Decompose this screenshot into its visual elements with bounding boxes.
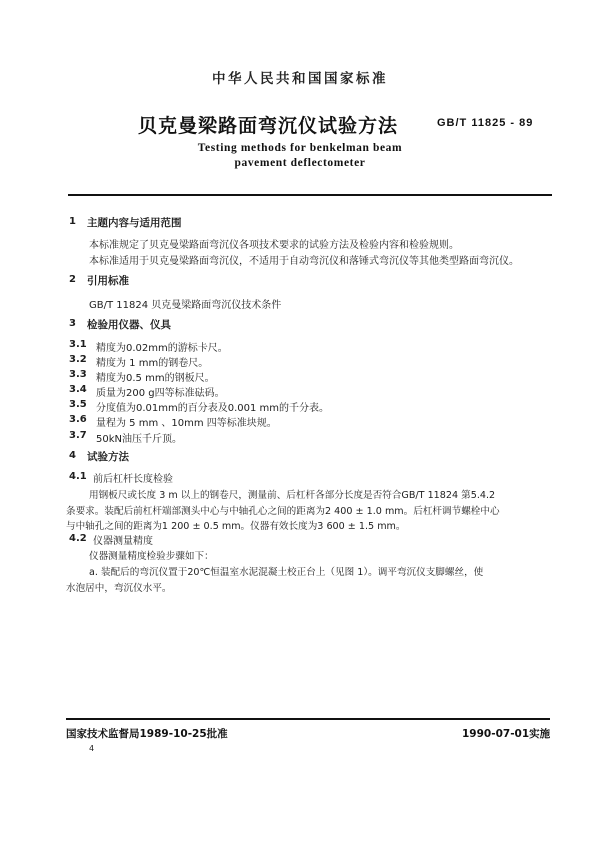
section-4-1-number: 4.1: [69, 471, 87, 482]
section-1-paragraph-2: 本标准适用于贝克曼梁路面弯沉仪，不适用于自动弯沉仪和落锤式弯沉仪等其他类型路面弯沉仪。: [89, 256, 519, 267]
section-2-reference: GB/T 11824 贝克曼梁路面弯沉仪技术条件: [89, 300, 282, 311]
item-3-5-text: 分度值为0.01mm的百分表及0.001 mm的千分表。: [96, 403, 330, 414]
footer-divider: [66, 718, 550, 720]
item-3-1-text: 精度为0.02mm的游标卡尺。: [96, 343, 228, 354]
section-4-2-line-2: a. 装配后的弯沉仪置于20℃恒温室水泥混凝土校正台上（见图 1）。调平弯沉仪支脚螺丝，使: [89, 567, 484, 578]
section-2-number: 2: [69, 274, 76, 285]
document-title-en-line1: Testing methods for benkelman beam: [197, 142, 403, 154]
section-4-1-line-1: 用钢板尺或长度 3 m 以上的钢卷尺，测量前、后杠杆各部分长度是否符合GB/T 11824 第5.4.2: [89, 490, 496, 501]
document-title-cn: 贝克曼梁路面弯沉仪试验方法: [138, 115, 399, 137]
item-3-7-number: 3.7: [69, 430, 87, 441]
item-3-4-text: 质量为200 g四等标准砝码。: [96, 388, 225, 399]
section-4-1-heading: 前后杠杆长度检验: [93, 474, 173, 485]
section-4-1-line-2: 条要求。装配后前杠杆端部测头中心与中轴孔心之间的距离为2 400 ± 1.0 mm。后杠杆调节螺栓中心: [66, 506, 500, 517]
approval-date: 国家技术监督局1989-10-25批准: [66, 728, 228, 740]
effective-date: 1990-07-01实施: [462, 728, 551, 740]
header-divider: [68, 194, 552, 196]
item-3-7-text: 50kN油压千斤顶。: [96, 434, 182, 445]
document-title-en-line2: pavement deflectometer: [234, 157, 366, 169]
section-4-2-heading: 仪器测量精度: [93, 536, 153, 547]
page-number: 4: [89, 744, 95, 753]
item-3-1-number: 3.1: [69, 339, 87, 350]
item-3-6-text: 量程为 5 mm 、10mm 四等标准块规。: [96, 418, 277, 429]
item-3-3-text: 精度为0.5 mm的钢板尺。: [96, 373, 215, 384]
item-3-5-number: 3.5: [69, 399, 87, 410]
section-4-2-line-3: 水泡居中，弯沉仪水平。: [66, 583, 172, 594]
section-2-heading: 引用标准: [87, 275, 129, 287]
section-3-number: 3: [69, 318, 76, 329]
section-1-heading: 主题内容与适用范围: [87, 217, 182, 229]
section-3-heading: 检验用仪器、仪具: [87, 319, 171, 331]
section-4-heading: 试验方法: [87, 451, 129, 463]
section-1-number: 1: [69, 216, 76, 227]
section-4-2-number: 4.2: [69, 533, 87, 544]
section-1-paragraph-1: 本标准规定了贝克曼梁路面弯沉仪各项技术要求的试验方法及检验内容和检验规则。: [89, 240, 459, 251]
section-4-2-line-1: 仪器测量精度检验步骤如下：: [89, 551, 214, 562]
section-4-number: 4: [69, 450, 76, 461]
standard-code: GB/T 11825 - 89: [437, 117, 534, 129]
item-3-6-number: 3.6: [69, 414, 87, 425]
item-3-2-text: 精度为 1 mm的钢卷尺。: [96, 358, 209, 369]
item-3-2-number: 3.2: [69, 354, 87, 365]
national-standard-label: 中华人民共和国国家标准: [212, 71, 388, 87]
item-3-3-number: 3.3: [69, 369, 87, 380]
item-3-4-number: 3.4: [69, 384, 87, 395]
section-4-1-line-3: 与中轴孔之间的距离为1 200 ± 0.5 mm。仪器有效长度为3 600 ± 1.5 mm。: [66, 521, 406, 532]
